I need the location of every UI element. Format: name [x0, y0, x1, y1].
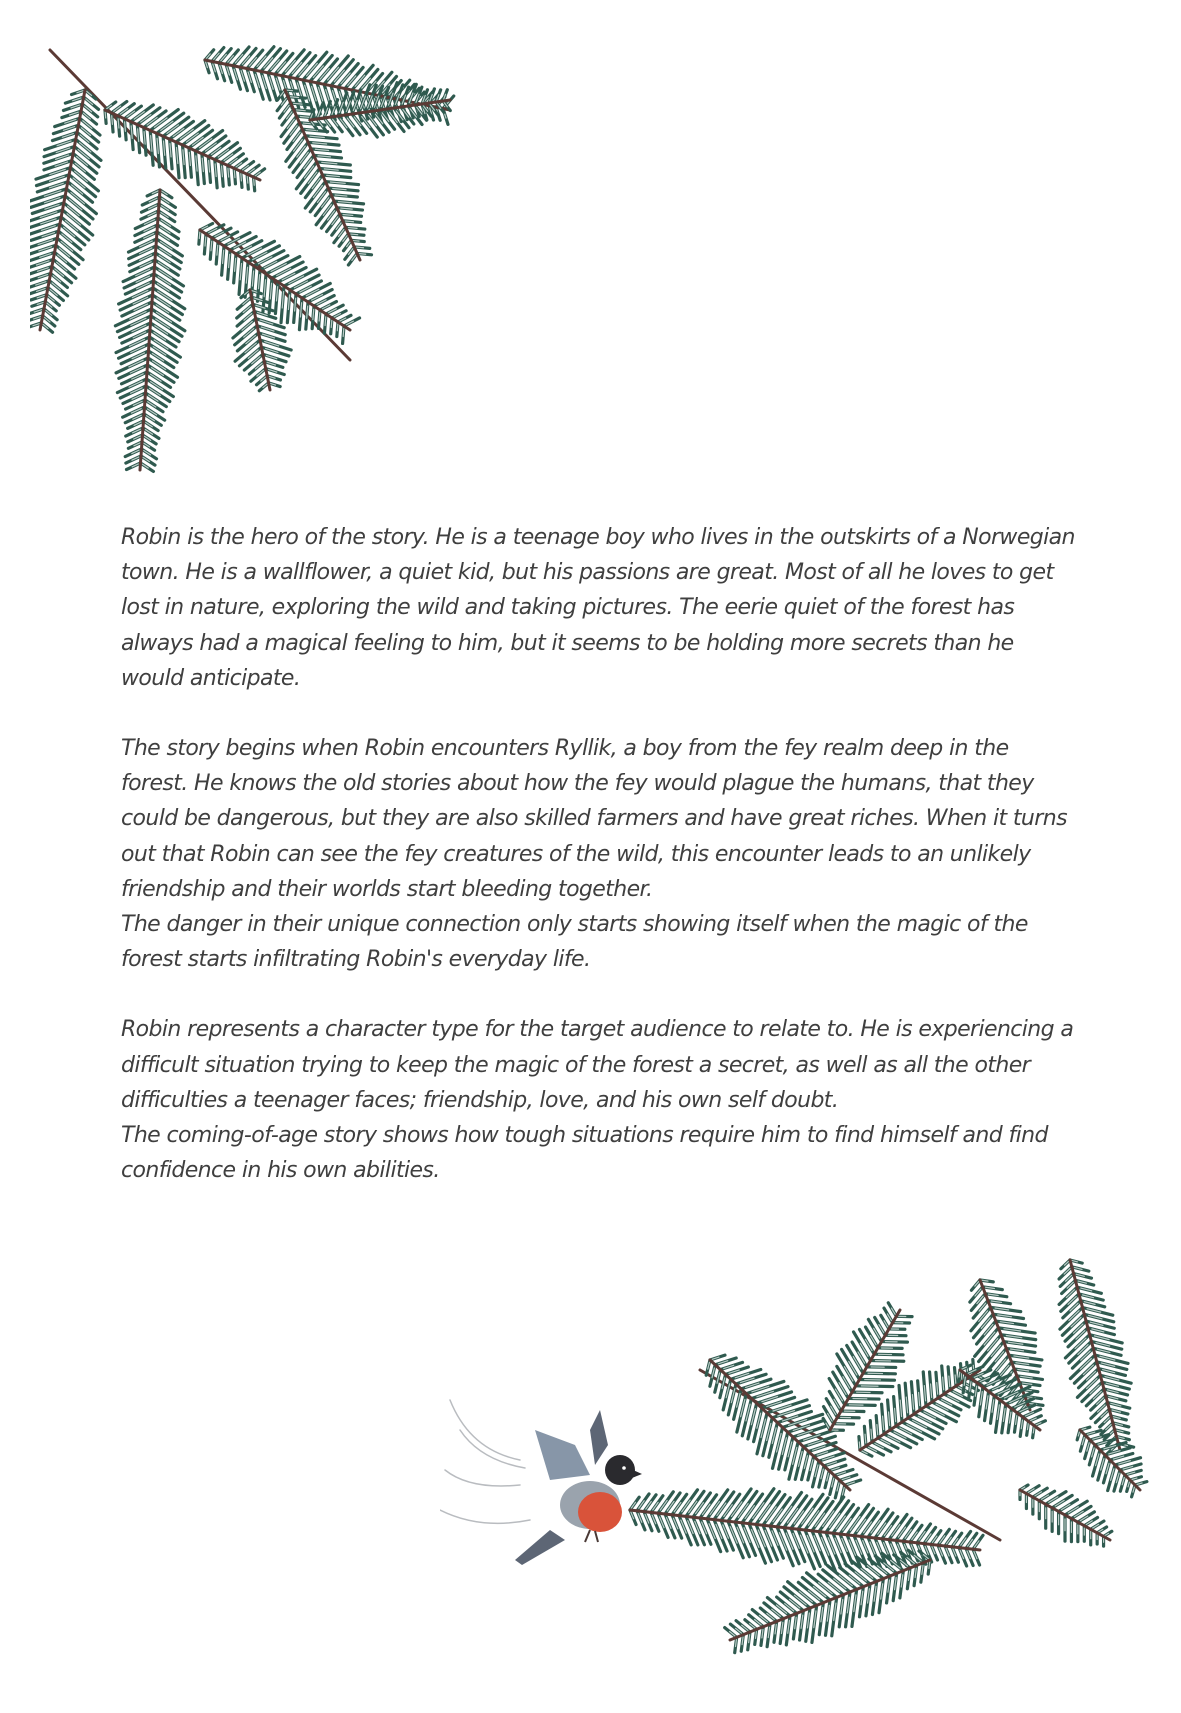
fir-branch-bottom-illustration [600, 1250, 1160, 1700]
fir-branch-top-illustration [30, 30, 510, 520]
paragraph-encounter: The story begins when Robin encounters Ryllik, a boy from the fey realm deep in the forest. He knows the old stories about how the fey would plague the humans, that they could be dangerous, but they are also skilled farmers and have great riches. When it turns out that Robin can see the fey creatures of the wild, this encounter leads to an unlikely friendship and their worlds start bleeding together. The danger in their unique connection only starts showing itself when the magic of the forest starts infiltrating Robin's everyday life. [121, 736, 1067, 973]
paragraph-intro: Robin is the hero of the story. He is a teenage boy who lives in the outskirts of a Norwegian town. He is a wallflower, a quiet kid, but his passions are great. Most of all he loves to get lost in nature, exploring the wild and taking pictures. The eerie quiet of the forest has always had a magical feeling to him, but it seems to be holding more secrets than he would anticipate. [121, 525, 1075, 691]
story-text [121, 520, 1081, 1188]
motion-lines [440, 1400, 530, 1523]
paragraph-character: Robin represents a character type for the target audience to relate to. He is experiencing a difficult situation trying to keep the magic of the forest a secret, as well as all the other difficulties a teenager faces; friendship, love, and his own self doubt. The coming-of-age story shows how tough situations require him to find himself and find confidence in his own abilities. [121, 1017, 1074, 1184]
